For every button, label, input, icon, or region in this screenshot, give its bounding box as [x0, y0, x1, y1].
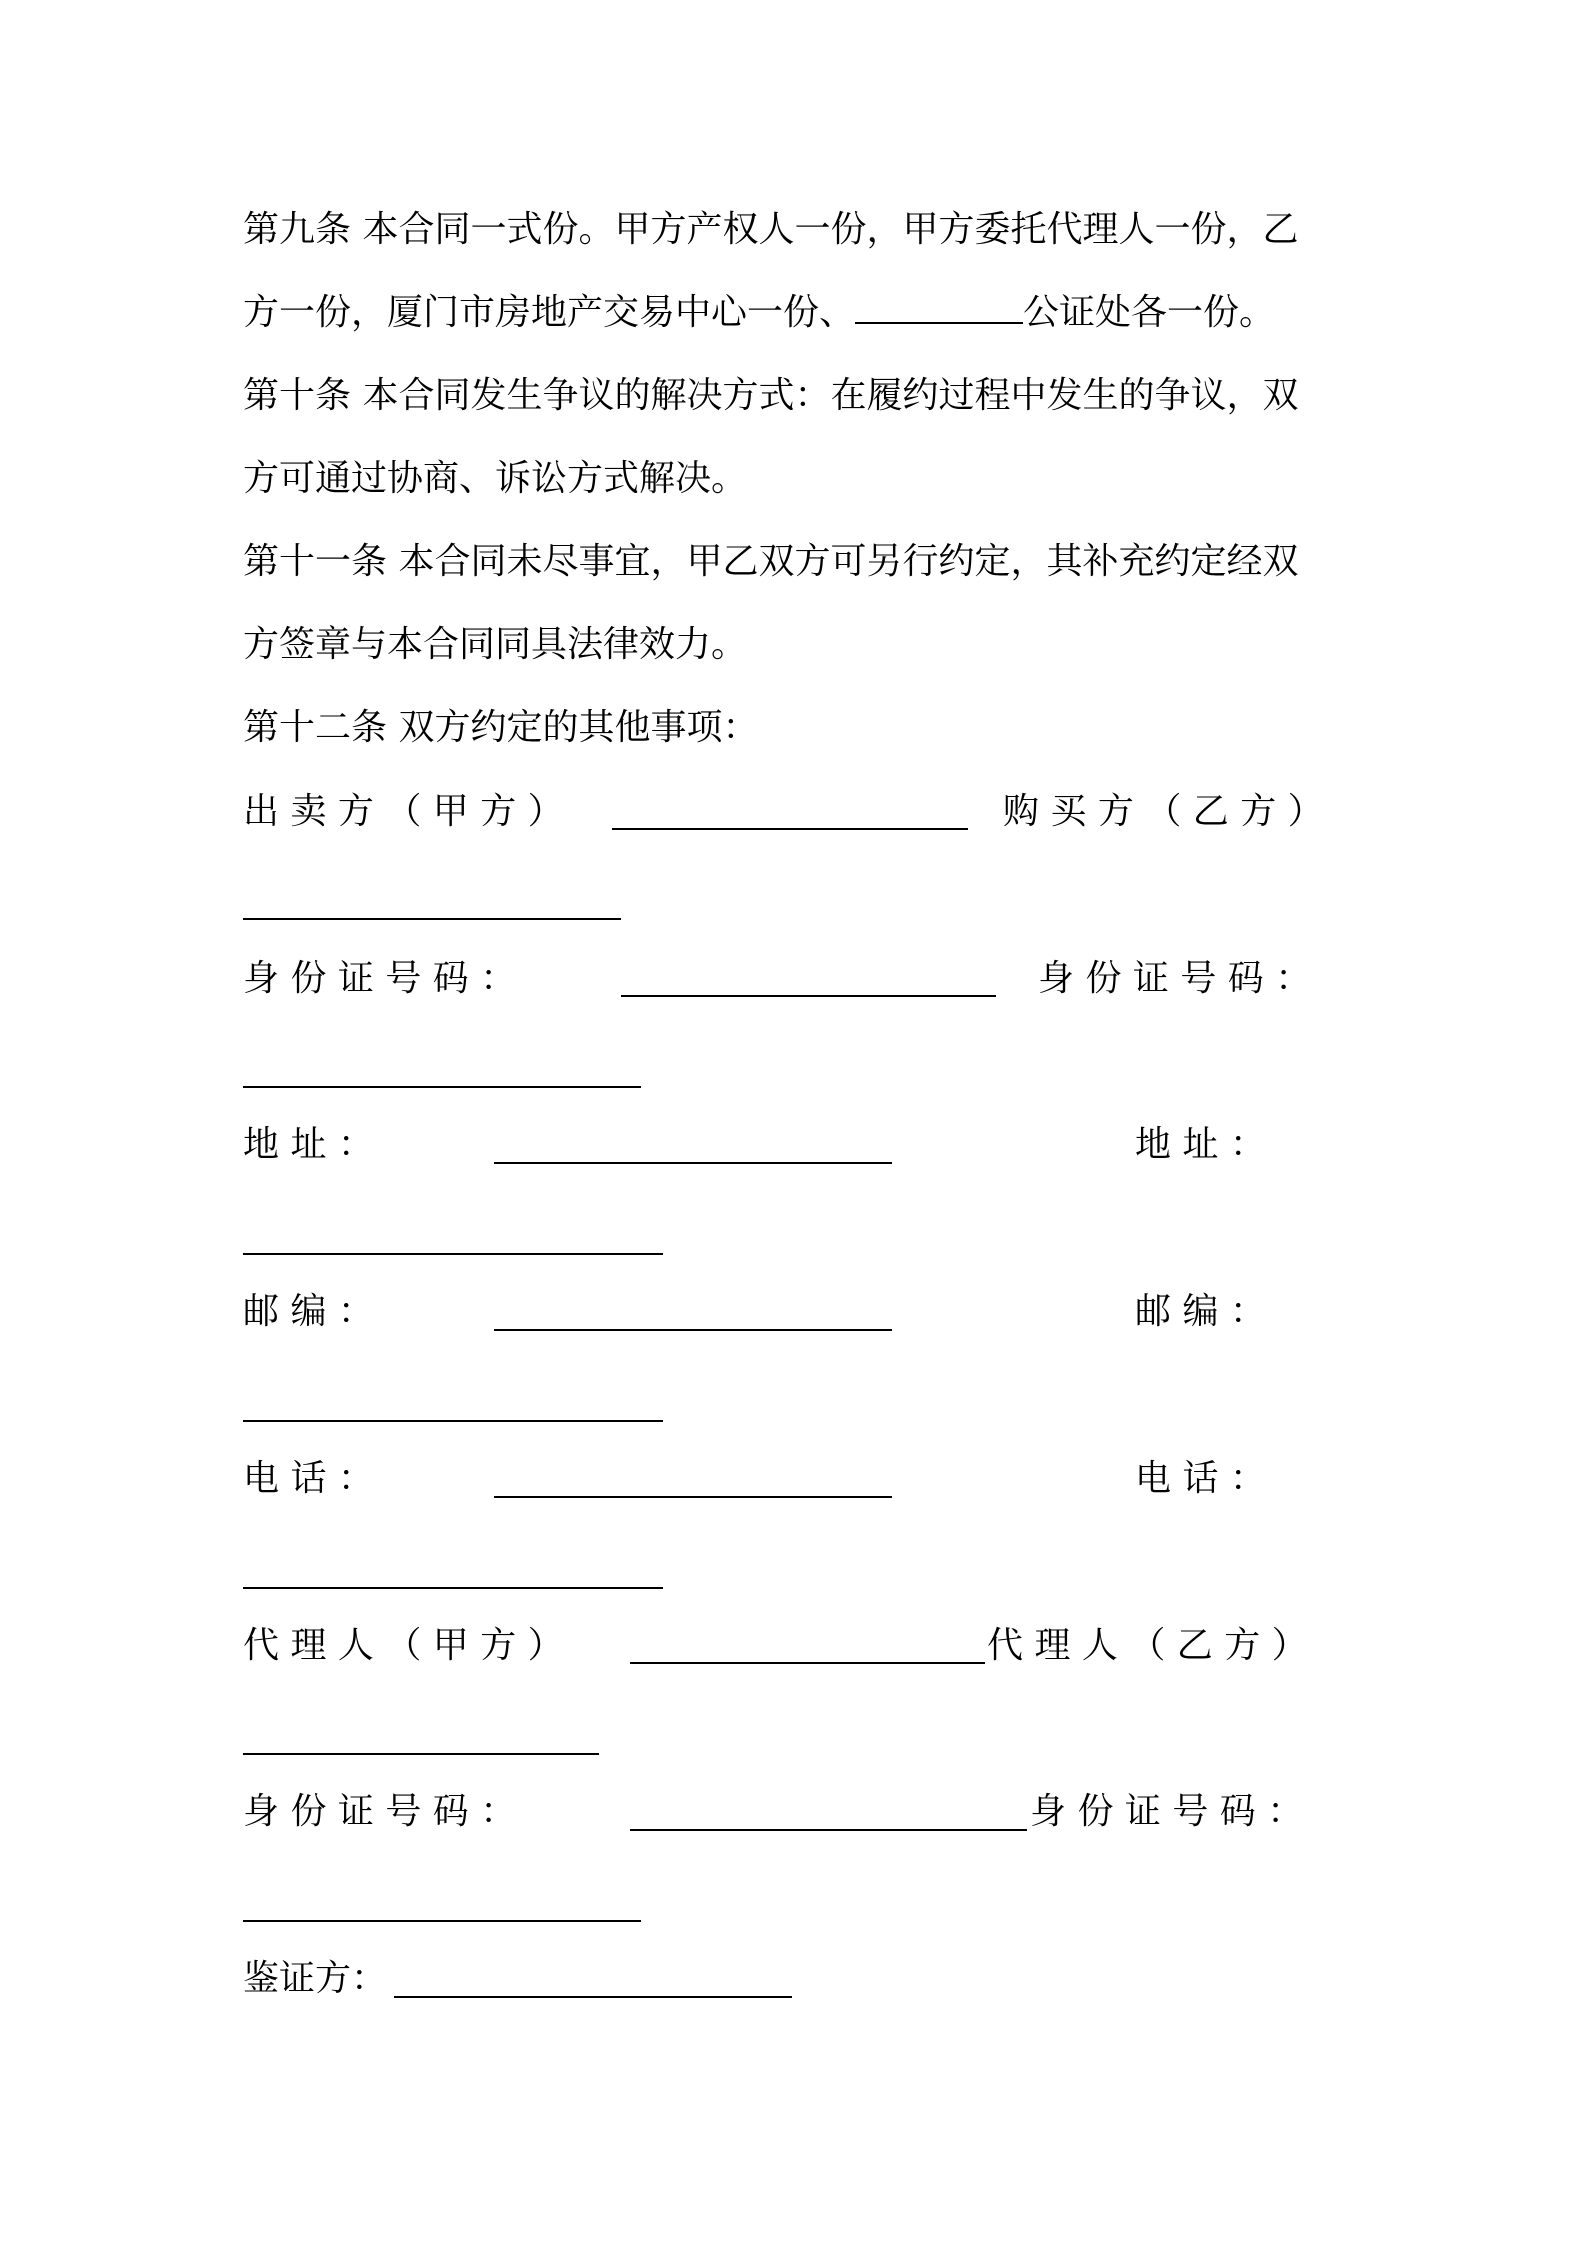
clause-12: 第十二条 双方约定的其他事项：: [243, 707, 759, 748]
verifier-blank: [394, 1996, 792, 1998]
buyer-address-blank: [243, 1253, 663, 1255]
buyer-zip-label: 邮 编 ：: [1135, 1291, 1266, 1332]
clause-11-line-1: 第十一条 本合同未尽事宜，甲乙双方可另行约定，其补充约定经双: [243, 541, 1299, 582]
agent-b-id-blank: [243, 1920, 641, 1922]
agent-a-id-blank: [630, 1829, 1027, 1831]
seller-tel-label: 电 话 ：: [243, 1458, 374, 1499]
buyer-address-label: 地 址 ：: [1135, 1124, 1266, 1165]
clause-9-line-2-tail: 公证处各一份。: [1023, 292, 1276, 333]
agent-a-label: 代 理 人 （ 甲 方 ）: [243, 1625, 564, 1666]
clause-10-line-2: 方可通过协商、诉讼方式解决。: [243, 458, 748, 499]
clause-11-line-2: 方签章与本合同同具法律效力。: [243, 624, 748, 665]
clause-10-line-1: 第十条 本合同发生争议的解决方式：在履约过程中发生的争议，双: [243, 375, 1299, 416]
verifier-label: 鉴证方：: [243, 1958, 388, 1999]
agent-a-blank: [630, 1662, 985, 1664]
seller-address-blank: [494, 1162, 892, 1164]
agent-a-id-label: 身 份 证 号 码 ：: [243, 1791, 517, 1832]
clause-9-line-1: 第九条 本合同一式份。甲方产权人一份，甲方委托代理人一份，乙: [243, 209, 1299, 250]
buyer-zip-blank: [243, 1420, 663, 1422]
buyer-label: 购 买 方 （ 乙 方 ）: [1003, 791, 1324, 832]
buyer-tel-label: 电 话 ：: [1135, 1458, 1266, 1499]
seller-zip-blank: [494, 1329, 892, 1331]
buyer-tel-blank: [243, 1587, 663, 1589]
seller-id-blank: [621, 995, 996, 997]
agent-b-blank: [243, 1753, 599, 1755]
seller-address-label: 地 址 ：: [243, 1124, 374, 1165]
agent-b-label: 代 理 人 （ 乙 方 ）: [987, 1625, 1308, 1666]
buyer-blank: [243, 918, 621, 920]
agent-b-id-label: 身 份 证 号 码 ：: [1030, 1791, 1304, 1832]
notary-blank: [855, 292, 1023, 324]
seller-blank: [612, 828, 968, 830]
seller-tel-blank: [494, 1496, 892, 1498]
seller-label: 出 卖 方 （ 甲 方 ）: [243, 791, 564, 832]
clause-9-line-2: [243, 289, 1275, 337]
clause-9-line-2-text: 方一份，厦门市房地产交易中心一份、: [243, 292, 856, 333]
buyer-id-label: 身 份 证 号 码 ：: [1038, 958, 1312, 999]
seller-zip-label: 邮 编 ：: [243, 1291, 374, 1332]
seller-id-label: 身 份 证 号 码 ：: [243, 958, 517, 999]
buyer-id-blank: [243, 1086, 641, 1088]
